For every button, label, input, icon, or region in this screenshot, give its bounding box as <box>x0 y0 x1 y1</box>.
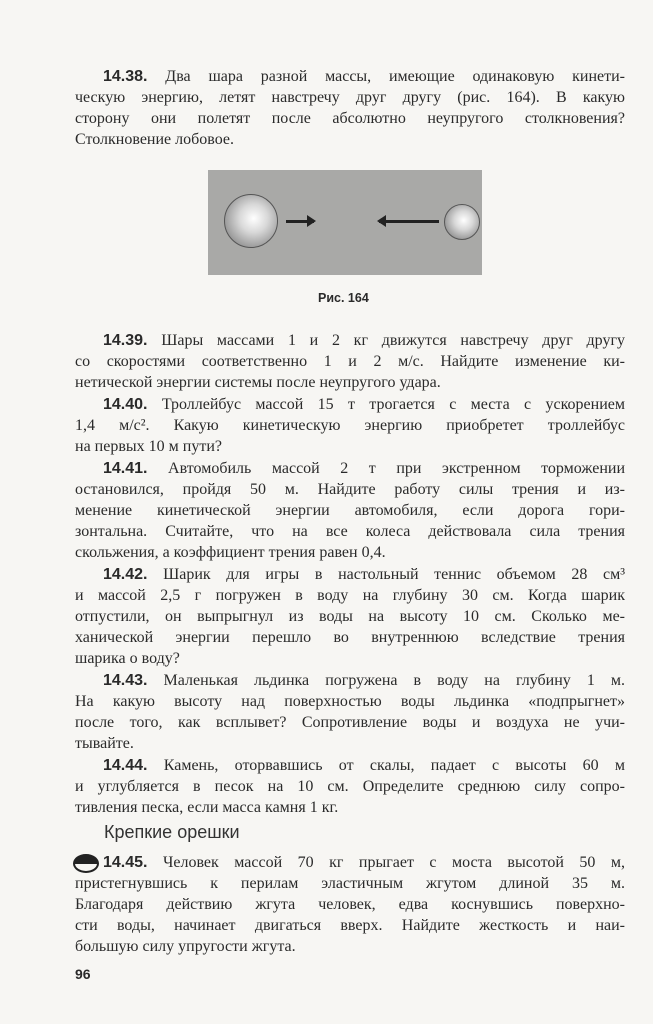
problem-line: и массой 2,5 г погружен в воду на глубину 30 см. Когда шарик <box>75 587 625 604</box>
problem-line <box>75 394 625 415</box>
problem-number: 14.39. <box>103 332 148 349</box>
problem-line: зонтальна. Считайте, что на все колеса действовала сила трения <box>75 523 625 540</box>
problem-line <box>75 670 625 691</box>
problem-line: сти воды, начинает двигаться вверх. Найдите жесткость и наи- <box>75 917 625 934</box>
large-ball <box>224 194 278 248</box>
problem-line: нетической энергии системы после неупругого удара. <box>75 374 441 391</box>
problem-line: Благодаря действию жгута человек, едва коснувшись поверхно- <box>75 896 625 913</box>
problem-line <box>75 852 625 873</box>
problem-14-44 <box>75 755 625 818</box>
problem-line: большую силу упругости жгута. <box>75 938 296 955</box>
hard-problem-icon <box>73 854 99 873</box>
problem-text: Шары массами 1 и 2 кг движутся навстречу друг другу <box>161 332 626 349</box>
problem-number: 14.42. <box>103 566 148 583</box>
problem-line: сторону они полетят после абсолютно неупругого столкновения? <box>75 110 625 127</box>
problem-line: шарика о воду? <box>75 650 180 667</box>
problem-text: Человек массой 70 кг прыгает с моста высотой 50 м, <box>162 854 626 871</box>
problem-line: пристегнувшись к перилам эластичным жгутом длиной 35 м. <box>75 875 625 892</box>
problem-line <box>75 330 625 351</box>
problem-number: 14.45. <box>103 854 148 871</box>
problem-line: скольжения, а коэффициент трения равен 0,4. <box>75 544 386 561</box>
problem-line: на первых 10 м пути? <box>75 438 222 455</box>
problem-text: Автомобиль массой 2 т при экстренном торможении <box>168 460 626 477</box>
problem-line: отпустили, он выпрыгнул из воды на высоту 10 см. Сколько ме- <box>75 608 625 625</box>
problem-14-41 <box>75 458 625 563</box>
problem-14-40 <box>75 394 625 457</box>
problem-number: 14.44. <box>103 757 148 774</box>
problem-14-39 <box>75 330 625 393</box>
figure-caption: Рис. 164 <box>318 291 369 305</box>
problem-line <box>75 755 625 776</box>
problem-text: Маленькая льдинка погружена в воду на глубину 1 м. <box>163 672 626 689</box>
problem-line: тывайте. <box>75 735 134 752</box>
problem-line: Столкновение лобовое. <box>75 131 235 148</box>
problem-number: 14.40. <box>103 396 148 413</box>
problem-number: 14.43. <box>103 672 148 689</box>
problem-line: ханической энергии перешло во внутреннюю вследствие трения <box>75 629 625 646</box>
problem-text: Троллейбус массой 15 т трогается с места с ускорением <box>161 396 625 413</box>
problem-14-43 <box>75 670 625 754</box>
arrow-right-icon <box>286 220 314 223</box>
arrow-left-icon <box>379 220 439 223</box>
problem-line: после того, как всплывет? Сопротивление воды и воздуха не учи- <box>75 714 625 731</box>
small-ball <box>444 204 480 240</box>
problem-14-42 <box>75 564 625 669</box>
problem-line <box>75 66 625 87</box>
problem-text: Два шара разной массы, имеющие одинаковую кинети- <box>165 68 625 85</box>
page-number: 96 <box>75 966 91 982</box>
problem-text: Шарик для игры в настольный теннис объемом 28 см³ <box>163 566 626 583</box>
section-title: Крепкие орешки <box>104 822 240 842</box>
problem-14-38 <box>75 66 625 150</box>
problem-14-45 <box>75 852 625 957</box>
problem-number: 14.41. <box>103 460 148 477</box>
figure-164 <box>208 170 482 275</box>
problem-line: остановился, пройдя 50 м. Найдите работу силы трения и из- <box>75 481 625 498</box>
problem-number: 14.38. <box>103 68 148 85</box>
problem-line: На какую высоту над поверхностью воды льдинка «подпрыгнет» <box>75 693 625 710</box>
problem-line: тивления песка, если масса камня 1 кг. <box>75 799 339 816</box>
problem-line: ческую энергию, летят навстречу друг другу (рис. 164). В какую <box>75 89 625 106</box>
problem-line: менение кинетической энергии автомобиля, если дорога гори- <box>75 502 625 519</box>
problem-line: и углубляется в песок на 10 см. Определите среднюю силу сопро- <box>75 778 625 795</box>
problem-text: Камень, оторвавшись от скалы, падает с высоты 60 м <box>163 757 626 774</box>
problem-line: со скоростями соответственно 1 и 2 м/с. Найдите изменение ки- <box>75 353 625 370</box>
problem-line: 1,4 м/с². Какую кинетическую энергию приобретет троллейбус <box>75 417 625 434</box>
problem-line <box>75 564 625 585</box>
problem-line <box>75 458 625 479</box>
